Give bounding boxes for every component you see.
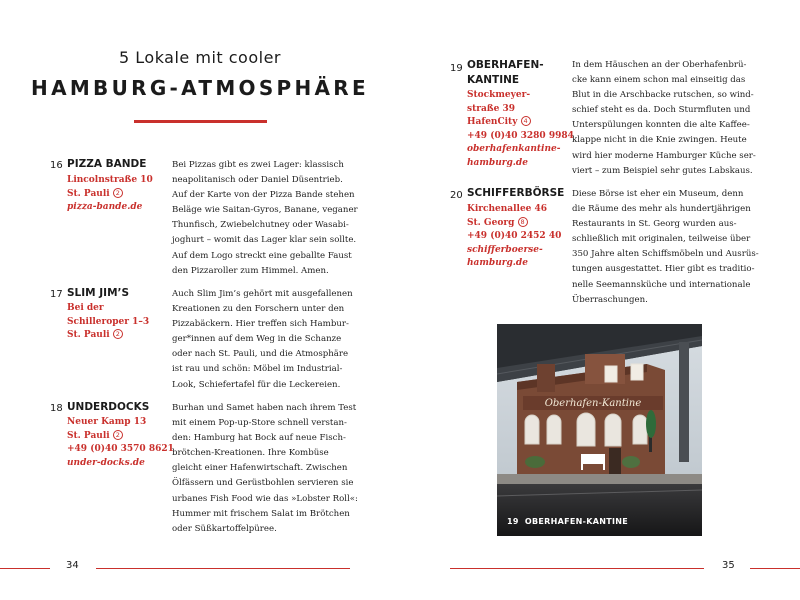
entry-name-line: PIZZA BANDE [67, 158, 147, 170]
text-line: Ölfässern und Gerüstbohlen servieren sie [172, 478, 354, 489]
text-line: Kreationen zu den Forschern unter den [172, 304, 345, 315]
website-line: hamburg.de [467, 258, 528, 269]
entry-address-oberhafen-kantine [467, 89, 574, 171]
entry-number-18: 18 [50, 403, 63, 414]
text-line: oder nach St. Pauli, und die Atmosphäre [172, 349, 349, 360]
text-line: In dem Häuschen an der Oberhafenbrü- [572, 60, 747, 70]
website-link[interactable] [467, 244, 561, 271]
photo-caption-text: OBERHAFEN-KANTINE [524, 517, 629, 526]
website-link[interactable]: under-docks.de [67, 457, 145, 468]
text-line: mit einem Pop-up-Store schnell verstan- [172, 418, 347, 429]
photo-caption-number: 19 [507, 517, 519, 526]
phone-number: +49 (0)40 3570 8621 [67, 444, 174, 455]
entry-number-16: 16 [50, 160, 63, 171]
entry-name-slim-jims [67, 286, 129, 301]
text-line: Blut in die Arschbacke rutschen, so wind- [572, 90, 754, 101]
text-line: joghurt – womit das Lager klar sein sollte. [172, 235, 357, 246]
text-line: 350 Jahre alten Schiffsmöbeln und Ausrüs- [572, 249, 759, 260]
entry-address-pizza-bande [67, 174, 153, 215]
text-line: die Räume des mehr als hundertjährigen [572, 204, 751, 215]
text-line: Unterspülungen konnten die alte Kaffee- [572, 120, 750, 131]
text-line: klappe nicht in die Knie zwingen. Heute [572, 135, 747, 146]
entry-address-schifferboerse [467, 203, 561, 271]
text-line: Look, Schiefertafel für die Leckereien. [172, 379, 341, 390]
address-line: straße 39 [467, 103, 516, 114]
text-line: Auf dem Logo streckt eine geballte Faust [172, 250, 352, 261]
address-line: St. Pauli [67, 430, 110, 441]
title-underline [134, 120, 267, 123]
map-ref-badge: 4 [521, 116, 531, 126]
footer-rule-right [750, 568, 800, 569]
footer-rule-right [96, 568, 350, 569]
map-ref-badge: 2 [113, 188, 123, 198]
oberhafen-kantine-photo [497, 324, 702, 536]
text-line: Thunfisch, Zwiebelchutney oder Wasabi- [172, 220, 349, 231]
map-ref-badge: 8 [518, 217, 528, 227]
text-line: Burhan und Samet haben nach ihrem Test [172, 403, 357, 413]
text-line: Hummer mit frischem Salat im Brötchen [172, 508, 350, 519]
address-line: Lincolnstraße 10 [67, 175, 153, 185]
text-line: brötchen-Kreationen. Ihre Kombüse [172, 448, 329, 459]
entry-name-underdocks [67, 400, 149, 415]
text-line: ist rau und schön: Möbel im Industrial- [172, 364, 343, 375]
entry-name-line: SLIM JIM’S [67, 287, 130, 299]
text-line: urbanes Fish Food wie das »Lobster Roll«: [172, 493, 358, 504]
entry-name-oberhafen-kantine [467, 58, 544, 88]
entry-name-line: UNDERDOCKS [67, 401, 150, 413]
text-line: Auf der Karte von der Pizza Bande stehen [172, 190, 355, 201]
address-line: Bei der [67, 303, 104, 313]
page-subtitle: 5 Lokale mit cooler [119, 48, 281, 67]
text-line: Pizzabäckern. Hier treffen sich Hambur- [172, 319, 349, 330]
entry-description-slim-jims [172, 287, 353, 393]
map-ref-badge: 2 [113, 329, 123, 339]
page-number-right: 35 [722, 560, 735, 571]
entry-description-schifferboerse [572, 187, 759, 308]
right-page [400, 0, 800, 600]
text-line: cke kann einem schon mal einseitig das [572, 75, 746, 86]
page-title: HAMBURG-ATMOSPHÄRE [31, 76, 369, 100]
text-line: gleicht einer Hafenwirtschaft. Zwischen [172, 463, 348, 474]
map-ref-badge: 2 [113, 430, 123, 440]
entry-description-underdocks [172, 401, 358, 537]
website-link[interactable] [467, 143, 574, 170]
photo-caption [507, 517, 628, 526]
text-line: Auch Slim Jim’s gehört mit ausgefallenen [172, 289, 353, 299]
entry-description-pizza-bande [172, 158, 358, 279]
text-line: schließlich mit originalen, teilweise über [572, 234, 751, 245]
text-line: Bei Pizzas gibt es zwei Lager: klassisch [172, 160, 344, 170]
text-line: wird hier moderne Hamburger Küche ser- [572, 150, 756, 161]
entry-name-line: SCHIFFERBÖRSE [467, 187, 565, 199]
phone-number: +49 (0)40 3280 9984 [467, 130, 574, 141]
entry-name-schifferboerse [467, 186, 564, 201]
photo-sign-text: Oberhafen-Kantine [544, 398, 642, 409]
text-line: tungen ausgestattet. Hier gibt es traditio- [572, 264, 755, 275]
entry-number-19: 19 [450, 63, 463, 74]
entry-name-pizza-bande [67, 157, 146, 172]
address-line: St. Pauli [67, 188, 110, 199]
footer-rule-left [0, 568, 50, 569]
website-line: oberhafenkantine- [467, 144, 561, 155]
entry-address-slim-jims [67, 302, 149, 343]
text-line: schief steht es da. Doch Sturmfluten und [572, 105, 751, 116]
text-line: Überraschungen. [572, 294, 648, 305]
photo-illustration [497, 324, 702, 536]
text-line: nelle Seemannsküche und internationale [572, 279, 751, 290]
text-line: den: Hamburg hat Bock auf neue Fisch- [172, 433, 346, 444]
entry-description-oberhafen-kantine [572, 58, 756, 179]
text-line: den Pizzaroller zum Himmel. Amen. [172, 265, 329, 276]
text-line: Restaurants in St. Georg wurden aus- [572, 219, 737, 230]
text-line: viert – zum Beispiel sehr gutes Labskaus. [572, 165, 753, 176]
text-line: Beläge wie Saitan-Gyros, Banane, veganer [172, 205, 358, 216]
phone-number: +49 (0)40 2452 40 [467, 231, 562, 242]
address-line: St. Pauli [67, 330, 110, 341]
text-line: Diese Börse ist eher ein Museum, denn [572, 189, 744, 199]
address-line: St. Georg [467, 217, 515, 228]
address-line: Neuer Kamp 13 [67, 417, 147, 427]
entry-address-underdocks [67, 416, 174, 470]
address-line: HafenCity [467, 117, 518, 128]
address-line: Schilleroper 1–3 [67, 316, 150, 327]
text-line: oder Süßkartoffelpüree. [172, 523, 277, 534]
footer-rule-left [450, 568, 704, 569]
entry-number-17: 17 [50, 289, 63, 300]
text-line: ger*innen auf dem Weg in die Schanze [172, 334, 342, 345]
address-line: Stockmeyer- [467, 90, 531, 100]
entry-name-line: OBERHAFEN- [467, 59, 544, 71]
website-link[interactable]: pizza-bande.de [67, 202, 143, 213]
text-line: neapolitanisch oder Daniel Düsentrieb. [172, 175, 343, 186]
address-line: Kirchenallee 46 [467, 204, 548, 214]
entry-number-20: 20 [450, 190, 463, 201]
website-line: hamburg.de [467, 157, 528, 168]
page-number-left: 34 [66, 560, 79, 571]
website-line: schifferboerse- [467, 244, 543, 255]
entry-name-line: KANTINE [467, 74, 520, 86]
